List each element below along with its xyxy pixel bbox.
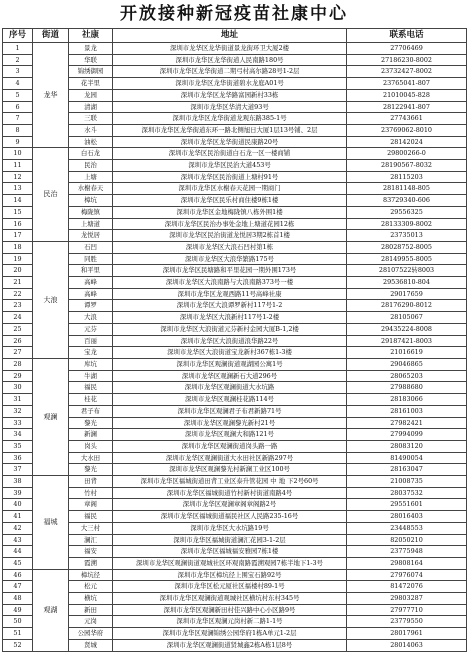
center-phone: 28161003 bbox=[347, 405, 467, 417]
table-row bbox=[3, 253, 467, 265]
center-name: 三联 bbox=[69, 113, 113, 125]
center-name: 霞溯 bbox=[69, 557, 113, 569]
center-address: 深圳市龙华区观澜街道观湖园公寓1号 bbox=[113, 358, 347, 370]
center-address: 深圳市龙华区观澜章阁章阁路2号 bbox=[113, 499, 347, 511]
center-address: 深圳市龙华区观澜黎光新村21号 bbox=[113, 417, 347, 429]
table-row bbox=[3, 429, 467, 441]
center-phone: 29046865 bbox=[347, 358, 467, 370]
row-index: 3 bbox=[3, 66, 33, 78]
table-row bbox=[3, 593, 467, 605]
center-name: 花半里 bbox=[69, 78, 113, 90]
center-phone: 28190567-8032 bbox=[347, 160, 467, 172]
center-name: 华联 bbox=[69, 54, 113, 66]
center-phone: 23735013 bbox=[347, 230, 467, 242]
center-phone: 23775948 bbox=[347, 546, 467, 558]
center-phone: 29800266-0 bbox=[347, 148, 467, 160]
center-phone: 28065203 bbox=[347, 370, 467, 382]
center-name: 大水田 bbox=[69, 452, 113, 464]
row-index: 46 bbox=[3, 569, 33, 581]
center-address: 深圳市龙华区观澜黎光村新澜工业区100号 bbox=[113, 464, 347, 476]
table-row bbox=[3, 569, 467, 581]
center-phone: 29808164 bbox=[347, 557, 467, 569]
row-index: 32 bbox=[3, 405, 33, 417]
center-phone: 21008735 bbox=[347, 476, 467, 488]
center-phone: 28115203 bbox=[347, 171, 467, 183]
center-name: 水榭春天 bbox=[69, 183, 113, 195]
center-phone: 27988680 bbox=[347, 382, 467, 394]
center-phone: 23769062-8010 bbox=[347, 124, 467, 136]
center-phone: 27706469 bbox=[347, 43, 467, 55]
table-row bbox=[3, 124, 467, 136]
center-phone: 28016403 bbox=[347, 511, 467, 523]
center-address: 深圳市龙华区观澜街道大水田社区新路297号 bbox=[113, 452, 347, 464]
row-index: 36 bbox=[3, 452, 33, 464]
center-phone: 83729340-606 bbox=[347, 195, 467, 207]
table-row bbox=[3, 113, 467, 125]
center-address: 深圳市龙华区龙华街道二期弓村高尔路28号1-2层 bbox=[113, 66, 347, 78]
center-name: 松元 bbox=[69, 581, 113, 593]
district-cell: 民治 bbox=[33, 148, 69, 242]
center-name: 牛湖 bbox=[69, 370, 113, 382]
center-address: 深圳市龙华区龙华街道景龙街环卫大厦2楼 bbox=[113, 43, 347, 55]
center-phone: 82050210 bbox=[347, 534, 467, 546]
header-index: 序号 bbox=[3, 29, 33, 43]
center-phone: 21010045-828 bbox=[347, 89, 467, 101]
center-phone: 29551601 bbox=[347, 499, 467, 511]
table-row bbox=[3, 136, 467, 148]
center-phone: 23448553 bbox=[347, 522, 467, 534]
center-address: 深圳市龙华区观澜新石大道296号 bbox=[113, 370, 347, 382]
center-address: 深圳市龙华区观澜街道观城社区环观南路霞溯观园7栋半地下1-3号 bbox=[113, 557, 347, 569]
vaccination-centers-table bbox=[2, 28, 467, 652]
row-index: 14 bbox=[3, 195, 33, 207]
table-row bbox=[3, 557, 467, 569]
center-phone: 28028752-8005 bbox=[347, 241, 467, 253]
center-address: 深圳市龙华区观澜桂花路114号 bbox=[113, 394, 347, 406]
center-address: 深圳市龙华区大浪街道元芬新村金园大厦B-1,2楼 bbox=[113, 323, 347, 335]
center-name: 白石龙 bbox=[69, 148, 113, 160]
row-index: 37 bbox=[3, 464, 33, 476]
table-row bbox=[3, 335, 467, 347]
center-name: 谭罗 bbox=[69, 300, 113, 312]
center-phone: 28083120 bbox=[347, 440, 467, 452]
center-name: 福安 bbox=[69, 546, 113, 558]
row-index: 33 bbox=[3, 417, 33, 429]
center-address: 深圳市龙华区观澜元岗村新二路1-1号 bbox=[113, 616, 347, 628]
row-index: 9 bbox=[3, 136, 33, 148]
center-name: 新田 bbox=[69, 604, 113, 616]
center-address: 深圳市龙华区樟坑径上围宝石路92号 bbox=[113, 569, 347, 581]
table-row bbox=[3, 370, 467, 382]
table-row bbox=[3, 511, 467, 523]
row-index: 16 bbox=[3, 218, 33, 230]
row-index: 11 bbox=[3, 160, 33, 172]
row-index: 50 bbox=[3, 616, 33, 628]
row-index: 6 bbox=[3, 101, 33, 113]
center-name: 黎光 bbox=[69, 464, 113, 476]
center-address: 深圳市龙华区民乐村商住楼9栋1楼 bbox=[113, 195, 347, 207]
row-index: 45 bbox=[3, 557, 33, 569]
center-phone: 28122941-807 bbox=[347, 101, 467, 113]
center-address: 深圳市龙华区龙华街道人民南路180号 bbox=[113, 54, 347, 66]
center-name: 岗头 bbox=[69, 440, 113, 452]
row-index: 19 bbox=[3, 253, 33, 265]
center-name: 同胜 bbox=[69, 253, 113, 265]
district-cell: 龙华 bbox=[33, 43, 69, 148]
row-index: 39 bbox=[3, 487, 33, 499]
row-index: 51 bbox=[3, 628, 33, 640]
table-row bbox=[3, 464, 467, 476]
table-row bbox=[3, 534, 467, 546]
center-phone: 28181148-805 bbox=[347, 183, 467, 195]
center-phone: 28014063 bbox=[347, 639, 467, 651]
center-address: 深圳市龙华区水榭春天花园一期商门 bbox=[113, 183, 347, 195]
row-index: 48 bbox=[3, 593, 33, 605]
table-row bbox=[3, 546, 467, 558]
row-index: 13 bbox=[3, 183, 33, 195]
center-name: 宝龙 bbox=[69, 347, 113, 359]
center-name: 库坑 bbox=[69, 358, 113, 370]
center-address: 深圳市龙华区观澜街道观城社区横坑村东村345号 bbox=[113, 593, 347, 605]
center-address: 深圳市龙华区龙华路富园新村33栋 bbox=[113, 89, 347, 101]
table-row bbox=[3, 183, 467, 195]
table-row bbox=[3, 628, 467, 640]
center-phone: 29556325 bbox=[347, 206, 467, 218]
center-phone: 28017961 bbox=[347, 628, 467, 640]
row-index: 22 bbox=[3, 288, 33, 300]
center-name: 君子布 bbox=[69, 405, 113, 417]
table-row bbox=[3, 639, 467, 651]
center-phone: 27186230-8002 bbox=[347, 54, 467, 66]
document-title: 开放接种新冠疫苗社康中心 bbox=[120, 4, 348, 24]
table-row bbox=[3, 382, 467, 394]
table-row bbox=[3, 43, 467, 55]
row-index: 1 bbox=[3, 43, 33, 55]
center-name: 元岗 bbox=[69, 616, 113, 628]
row-index: 31 bbox=[3, 394, 33, 406]
center-address: 深圳市龙华区大浪石凹村第1栋 bbox=[113, 241, 347, 253]
table-row bbox=[3, 218, 467, 230]
table-row bbox=[3, 195, 467, 207]
row-index: 17 bbox=[3, 230, 33, 242]
center-name: 樟坑径 bbox=[69, 569, 113, 581]
row-index: 28 bbox=[3, 358, 33, 370]
center-address: 深圳市龙华区福城福安雅园7栋1楼 bbox=[113, 546, 347, 558]
center-address: 深圳市龙华区民治街道白石龙一区一楼商铺 bbox=[113, 148, 347, 160]
center-name: 福民 bbox=[69, 382, 113, 394]
row-index: 34 bbox=[3, 429, 33, 441]
center-name: 元芬 bbox=[69, 323, 113, 335]
center-name: 桂花 bbox=[69, 394, 113, 406]
table-row bbox=[3, 54, 467, 66]
header-phone: 联系电话 bbox=[347, 29, 467, 43]
row-index: 26 bbox=[3, 335, 33, 347]
table-row bbox=[3, 78, 467, 90]
center-address: 深圳市龙华区华清大道93号 bbox=[113, 101, 347, 113]
center-name: 章阁 bbox=[69, 499, 113, 511]
table-row bbox=[3, 499, 467, 511]
center-address: 深圳市龙华区观澜大和路121号 bbox=[113, 429, 347, 441]
table-body bbox=[3, 43, 467, 652]
row-index: 8 bbox=[3, 124, 33, 136]
center-name: 樟坑 bbox=[69, 195, 113, 207]
center-phone: 28176290-8012 bbox=[347, 300, 467, 312]
table-row bbox=[3, 89, 467, 101]
center-name: 水斗 bbox=[69, 124, 113, 136]
row-index: 4 bbox=[3, 78, 33, 90]
table-row bbox=[3, 66, 467, 78]
row-index: 18 bbox=[3, 241, 33, 253]
table-row bbox=[3, 347, 467, 359]
row-index: 25 bbox=[3, 323, 33, 335]
center-name: 贤城 bbox=[69, 639, 113, 651]
row-index: 44 bbox=[3, 546, 33, 558]
center-address: 深圳市龙华区观澜君子布君新路71号 bbox=[113, 405, 347, 417]
center-address: 深圳市龙华区民治大道453号 bbox=[113, 160, 347, 172]
center-phone: 81490054 bbox=[347, 452, 467, 464]
district-cell: 大浪 bbox=[33, 241, 69, 358]
center-address: 深圳市龙华区观澜锦绣公园华府1栋A单元1-2层 bbox=[113, 628, 347, 640]
table-row bbox=[3, 277, 467, 289]
table-row bbox=[3, 522, 467, 534]
table-row bbox=[3, 581, 467, 593]
table-row bbox=[3, 206, 467, 218]
row-index: 49 bbox=[3, 604, 33, 616]
center-phone: 27976074 bbox=[347, 569, 467, 581]
center-address: 深圳市龙华区民治街道上塘村91号 bbox=[113, 171, 347, 183]
center-name: 公园华府 bbox=[69, 628, 113, 640]
center-address: 深圳市龙华区福城街道澜汇花园3-1-2层 bbox=[113, 534, 347, 546]
center-name: 民治 bbox=[69, 160, 113, 172]
center-name: 和平里 bbox=[69, 265, 113, 277]
center-address: 深圳市龙华区大浪南路与大浪南路373号一楼 bbox=[113, 277, 347, 289]
center-name: 高峰 bbox=[69, 277, 113, 289]
center-address: 深圳市龙华区龙观西路11号高峰社康 bbox=[113, 288, 347, 300]
center-name: 高峰 bbox=[69, 288, 113, 300]
center-name: 景龙 bbox=[69, 43, 113, 55]
center-name: 油松 bbox=[69, 136, 113, 148]
center-phone: 81472076 bbox=[347, 581, 467, 593]
center-phone: 27982421 bbox=[347, 417, 467, 429]
center-phone: 28149955-8005 bbox=[347, 253, 467, 265]
table-row bbox=[3, 604, 467, 616]
center-phone: 28105067 bbox=[347, 312, 467, 324]
center-name: 石凹 bbox=[69, 241, 113, 253]
center-name: 上塘道 bbox=[69, 218, 113, 230]
row-index: 47 bbox=[3, 581, 33, 593]
table-row bbox=[3, 300, 467, 312]
center-phone: 23765041-807 bbox=[347, 78, 467, 90]
row-index: 21 bbox=[3, 277, 33, 289]
center-address: 深圳市龙华区观澜街道岗头路一路 bbox=[113, 440, 347, 452]
center-phone: 29803287 bbox=[347, 593, 467, 605]
center-phone: 27994099 bbox=[347, 429, 467, 441]
header-center: 社康 bbox=[69, 29, 113, 43]
center-phone: 29435224-8008 bbox=[347, 323, 467, 335]
center-name: 龙园 bbox=[69, 89, 113, 101]
row-index: 23 bbox=[3, 300, 33, 312]
center-address: 深圳市龙华区大浪谭罗新村117号1-2 bbox=[113, 300, 347, 312]
center-name: 竹村 bbox=[69, 487, 113, 499]
row-index: 7 bbox=[3, 113, 33, 125]
header-address: 地址 bbox=[113, 29, 347, 43]
table-row bbox=[3, 394, 467, 406]
center-phone: 23779550 bbox=[347, 616, 467, 628]
center-address: 深圳市龙华区大浪新村117号1-2楼 bbox=[113, 312, 347, 324]
center-name: 清湖 bbox=[69, 101, 113, 113]
center-address: 深圳市龙华区金地梅陇镇八栋外围1楼 bbox=[113, 206, 347, 218]
center-address: 深圳市龙华区民治街道龙悦居3期2栋首1楼 bbox=[113, 230, 347, 242]
table-row bbox=[3, 405, 467, 417]
row-index: 15 bbox=[3, 206, 33, 218]
center-name: 上塘 bbox=[69, 171, 113, 183]
center-phone: 29187421-8003 bbox=[347, 335, 467, 347]
center-name: 横坑 bbox=[69, 593, 113, 605]
row-index: 20 bbox=[3, 265, 33, 277]
district-cell: 福城 bbox=[33, 476, 69, 570]
table-row bbox=[3, 160, 467, 172]
row-index: 29 bbox=[3, 370, 33, 382]
row-index: 43 bbox=[3, 534, 33, 546]
center-name: 大浪 bbox=[69, 312, 113, 324]
center-address: 深圳市龙华区松元厦社区福楼村89-1号 bbox=[113, 581, 347, 593]
table-row bbox=[3, 358, 467, 370]
table-row bbox=[3, 171, 467, 183]
table-row bbox=[3, 265, 467, 277]
table-row bbox=[3, 101, 467, 113]
table-row bbox=[3, 440, 467, 452]
center-address: 深圳市龙华区福城街道田背工业区泰升管花园 中 地 下2号60号 bbox=[113, 476, 347, 488]
center-address: 深圳市龙华区观澜街道大水坑路 bbox=[113, 382, 347, 394]
center-phone: 29017659 bbox=[347, 288, 467, 300]
center-address: 深圳市龙华区福城街道竹村新村街道南路4号 bbox=[113, 487, 347, 499]
row-index: 27 bbox=[3, 347, 33, 359]
center-address: 深圳市龙华区龙华街道东环一路北侧旭日大厦1层13号铺、2层 bbox=[113, 124, 347, 136]
center-address: 深圳市龙华区民治办事处金地上塘道花园12栋 bbox=[113, 218, 347, 230]
header-district: 街道 bbox=[33, 29, 69, 43]
center-phone: 28163047 bbox=[347, 464, 467, 476]
center-name: 澜汇 bbox=[69, 534, 113, 546]
table-row bbox=[3, 487, 467, 499]
center-phone: 28183066 bbox=[347, 394, 467, 406]
center-address: 深圳市龙华区大浪街道宝龙新村367栋1-3楼 bbox=[113, 347, 347, 359]
center-address: 深圳市龙华区大浪街道浪华路22号 bbox=[113, 335, 347, 347]
center-phone: 28133309-8002 bbox=[347, 218, 467, 230]
district-cell: 观湖 bbox=[33, 569, 69, 651]
center-name: 新澜 bbox=[69, 429, 113, 441]
center-phone: 21016619 bbox=[347, 347, 467, 359]
center-address: 深圳市龙华区龙华街道龙观东路385-1号 bbox=[113, 113, 347, 125]
center-address: 深圳市龙华区福城街道福民社区人民路235-16号 bbox=[113, 511, 347, 523]
center-phone: 28107522转8003 bbox=[347, 265, 467, 277]
center-address: 深圳市龙华区观澜街道贤城鑫2栋A栋1层8号 bbox=[113, 639, 347, 651]
center-name: 田背 bbox=[69, 476, 113, 488]
center-phone: 27977710 bbox=[347, 604, 467, 616]
center-address: 深圳市龙华区民塘路和平里花园一期外围173号 bbox=[113, 265, 347, 277]
center-address: 深圳市龙华区龙华街道民康路20号 bbox=[113, 136, 347, 148]
row-index: 10 bbox=[3, 148, 33, 160]
table-row bbox=[3, 452, 467, 464]
center-phone: 29536810-804 bbox=[347, 277, 467, 289]
table-row bbox=[3, 312, 467, 324]
center-address: 深圳市龙华区观澜新田村佳兴路中心小区路9号 bbox=[113, 604, 347, 616]
center-address: 深圳市龙华区大水坑路19号 bbox=[113, 522, 347, 534]
center-name: 龙悦居 bbox=[69, 230, 113, 242]
center-name: 锦绣御园 bbox=[69, 66, 113, 78]
row-index: 30 bbox=[3, 382, 33, 394]
row-index: 2 bbox=[3, 54, 33, 66]
table-row bbox=[3, 616, 467, 628]
row-index: 24 bbox=[3, 312, 33, 324]
table-row bbox=[3, 476, 467, 488]
row-index: 52 bbox=[3, 639, 33, 651]
center-name: 大三村 bbox=[69, 522, 113, 534]
table-row bbox=[3, 288, 467, 300]
row-index: 42 bbox=[3, 522, 33, 534]
row-index: 12 bbox=[3, 171, 33, 183]
center-name: 百丽 bbox=[69, 335, 113, 347]
table-row bbox=[3, 230, 467, 242]
table-row bbox=[3, 323, 467, 335]
row-index: 35 bbox=[3, 440, 33, 452]
table-row bbox=[3, 148, 467, 160]
row-index: 40 bbox=[3, 499, 33, 511]
center-name: 福民 bbox=[69, 511, 113, 523]
row-index: 38 bbox=[3, 476, 33, 488]
table-row bbox=[3, 241, 467, 253]
district-cell: 观澜 bbox=[33, 358, 69, 475]
row-index: 5 bbox=[3, 89, 33, 101]
center-address: 深圳市龙华区大浪华繁路175号 bbox=[113, 253, 347, 265]
table-header-row bbox=[3, 29, 467, 43]
center-name: 黎光 bbox=[69, 417, 113, 429]
center-phone: 28142024 bbox=[347, 136, 467, 148]
table-row bbox=[3, 417, 467, 429]
center-address: 深圳市龙华区龙华街道碧水龙庭A01号 bbox=[113, 78, 347, 90]
center-name: 梅陇镇 bbox=[69, 206, 113, 218]
center-phone: 28037532 bbox=[347, 487, 467, 499]
center-phone: 23732427-8002 bbox=[347, 66, 467, 78]
center-phone: 27743661 bbox=[347, 113, 467, 125]
row-index: 41 bbox=[3, 511, 33, 523]
